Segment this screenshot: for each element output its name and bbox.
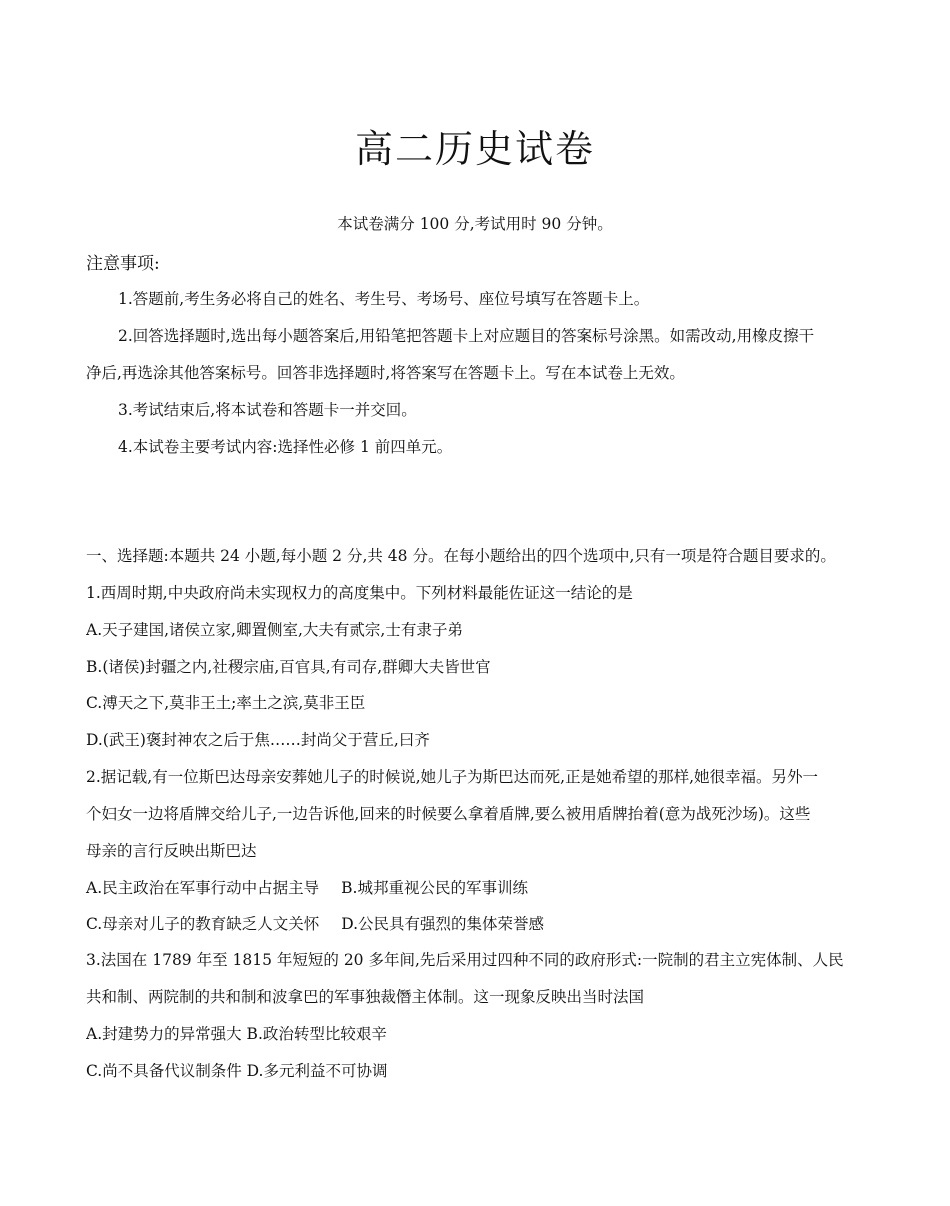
notice-item-3: 3.考试结束后,将本试卷和答题卡一并交回。 [118, 401, 417, 419]
exam-info: 本试卷满分 100 分,考试用时 90 分钟。 [337, 215, 613, 233]
question-1-stem: 1.西周时期,中央政府尚未实现权力的高度集中。下列材料最能佐证这一结论的是 [86, 584, 633, 602]
question-2-option-d: D.公民具有强烈的集体荣誉感 [341, 915, 545, 933]
question-3-stem-line2: 共和制、两院制的共和制和波拿巴的军事独裁僭主体制。这一现象反映出当时法国 [86, 988, 645, 1006]
question-1-option-c: C.溥天之下,莫非王土;率土之滨,莫非王臣 [86, 694, 366, 712]
question-2-options-ab [86, 876, 528, 898]
question-3-options-ab: A.封建势力的异常强大 B.政治转型比较艰辛 [86, 1025, 387, 1043]
notice-item-1: 1.答题前,考生务必将自己的姓名、考生号、考场号、座位号填写在答题卡上。 [118, 290, 650, 308]
question-1-option-d: D.(武王)褒封神农之后于焦……封尚父于营丘,曰齐 [86, 731, 430, 749]
notice-item-2: 2.回答选择题时,选出每小题答案后,用铅笔把答题卡上对应题目的答案标号涂黑。如需改动,用橡皮擦干 [118, 327, 815, 345]
question-3-options-cd: C.尚不具备代议制条件 D.多元利益不可协调 [86, 1062, 388, 1080]
question-2-stem-line2: 个妇女一边将盾牌交给儿子,一边告诉他,回来的时候要么拿着盾牌,要么被用盾牌抬着(意为战死沙场)。这些 [86, 805, 811, 823]
question-1-option-a: A.天子建国,诸侯立家,卿置侧室,大夫有贰宗,士有隶子弟 [86, 621, 463, 639]
question-2-option-a: A.民主政治在军事行动中占据主导 [86, 879, 320, 897]
notice-item-2-cont: 净后,再选涂其他答案标号。回答非选择题时,将答案写在答题卡上。写在本试卷上无效。 [86, 364, 685, 382]
question-3-stem-line1: 3.法国在 1789 年至 1815 年短短的 20 多年间,先后采用过四种不同的政府形式:一院制的君主立宪体制、人民 [86, 951, 844, 969]
notice-heading: 注意事项: [86, 254, 160, 274]
question-2-option-b: B.城邦重视公民的军事训练 [341, 879, 528, 897]
question-2-option-c: C.母亲对儿子的教育缺乏人文关怀 [86, 915, 320, 933]
question-1-option-b: B.(诸侯)封疆之内,社稷宗庙,百官具,有司存,群卿大夫皆世官 [86, 658, 491, 676]
question-2-stem-line1: 2.据记载,有一位斯巴达母亲安葬她儿子的时候说,她儿子为斯巴达而死,正是她希望的那样,她很幸福。另外一 [86, 768, 818, 786]
section-heading: 一、选择题:本题共 24 小题,每小题 2 分,共 48 分。在每小题给出的四个选项中,只有一项是符合题目要求的。 [86, 547, 836, 565]
question-2-stem-line3: 母亲的言行反映出斯巴达 [86, 842, 257, 860]
notice-item-4: 4.本试卷主要考试内容:选择性必修 1 前四单元。 [118, 438, 453, 456]
page-title: 高二历史试卷 [354, 127, 595, 171]
question-2-options-cd [86, 912, 544, 934]
